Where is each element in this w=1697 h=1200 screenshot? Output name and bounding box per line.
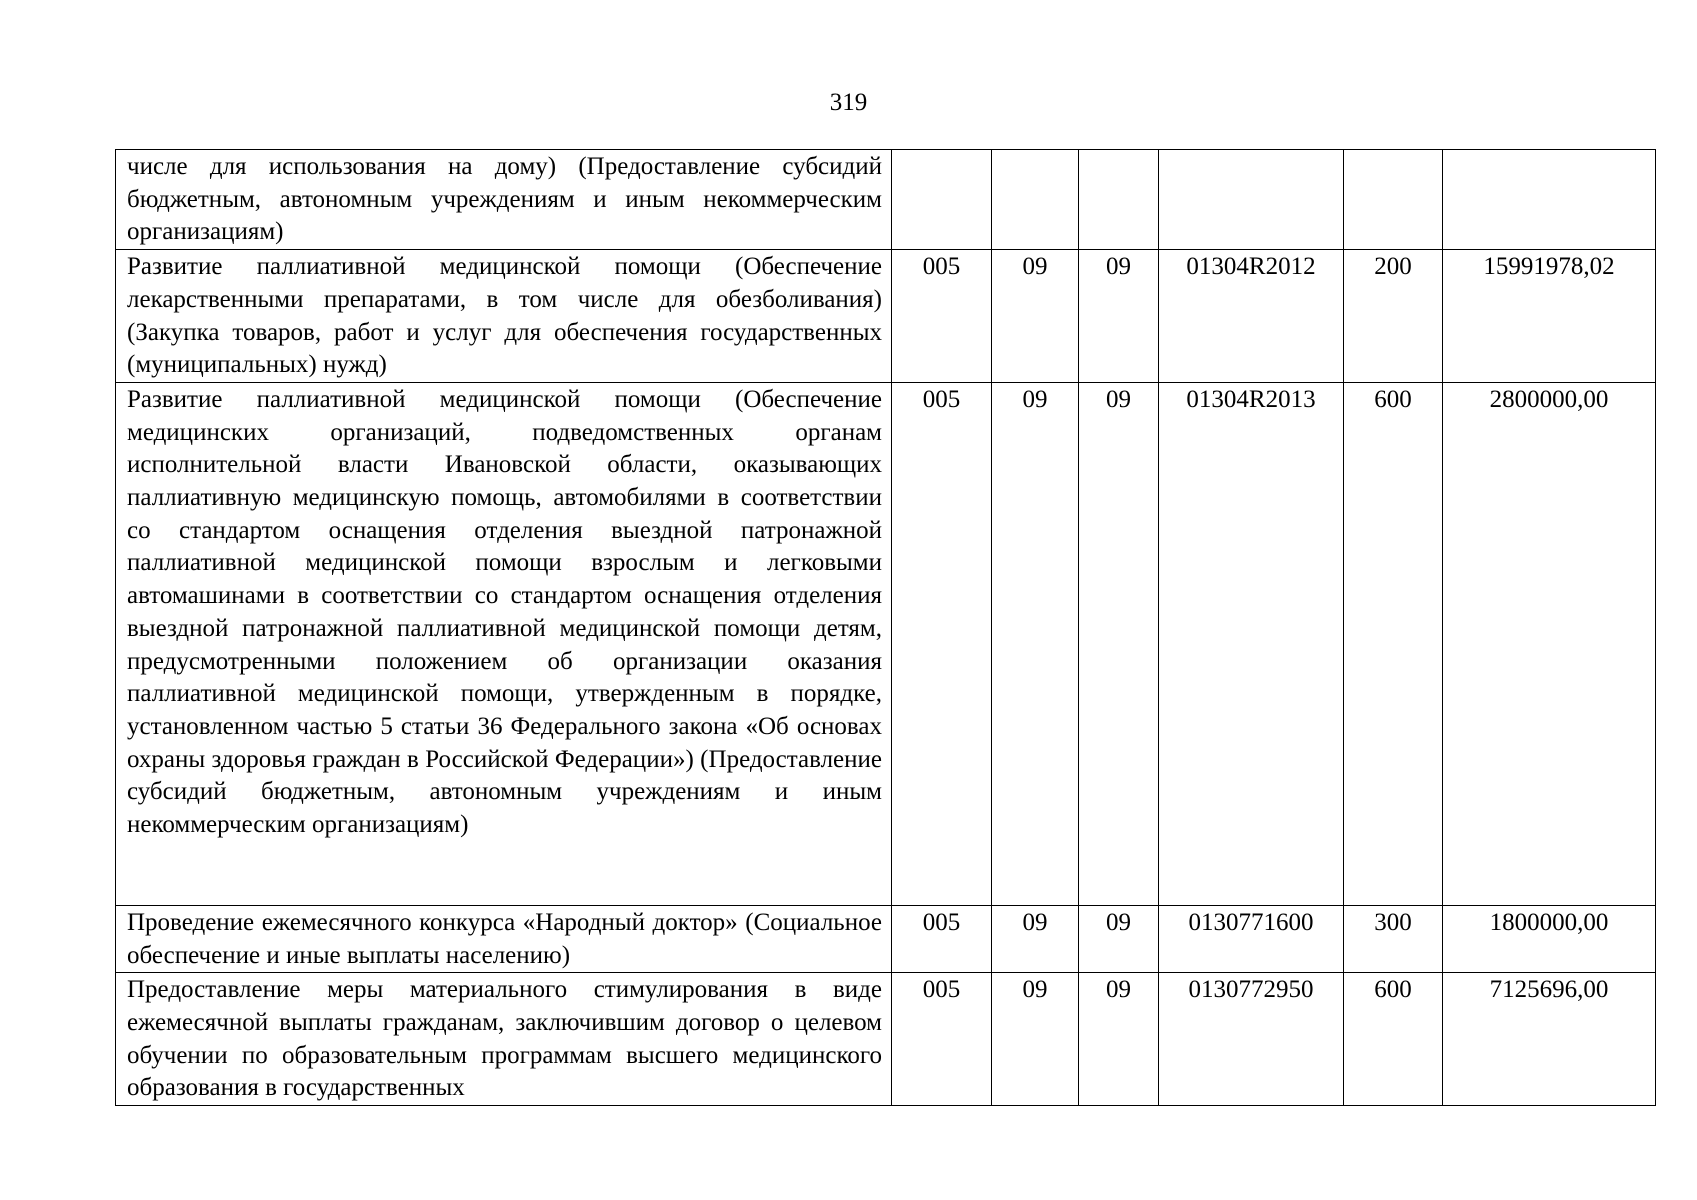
expense-type-code: 200 xyxy=(1344,250,1443,383)
row-description: числе для использования на дому) (Предоставление субсидий бюджетным, автономным учреждениям и иным некоммерческим организациям) xyxy=(116,150,892,250)
amount: 1800000,00 xyxy=(1443,905,1656,972)
subsection-code: 09 xyxy=(1079,250,1159,383)
section-code: 09 xyxy=(992,905,1079,972)
grbs-code: 005 xyxy=(892,905,992,972)
table-row xyxy=(116,905,1656,972)
target-article-code: 01304R2012 xyxy=(1159,250,1344,383)
expense-type-code: 300 xyxy=(1344,905,1443,972)
amount: 15991978,02 xyxy=(1443,250,1656,383)
table-row xyxy=(116,250,1656,383)
grbs-code: 005 xyxy=(892,973,992,1106)
subsection-code xyxy=(1079,150,1159,250)
subsection-code: 09 xyxy=(1079,382,1159,905)
table-row xyxy=(116,973,1656,1106)
subsection-code: 09 xyxy=(1079,973,1159,1106)
page-number: 319 xyxy=(829,89,868,116)
target-article-code: 0130772950 xyxy=(1159,973,1344,1106)
grbs-code: 005 xyxy=(892,250,992,383)
subsection-code: 09 xyxy=(1079,905,1159,972)
row-description: Развитие паллиативной медицинской помощи (Обеспечение лекарственными препаратами, в том числе для обезболивания) (Закупка товаров, работ и услуг для обеспечения государственных (муниципальных) нужд) xyxy=(116,250,892,383)
expense-type-code: 600 xyxy=(1344,973,1443,1106)
table-row xyxy=(116,382,1656,905)
expense-type-code: 600 xyxy=(1344,382,1443,905)
section-code: 09 xyxy=(992,382,1079,905)
section-code: 09 xyxy=(992,973,1079,1106)
target-article-code: 01304R2013 xyxy=(1159,382,1344,905)
section-code xyxy=(992,150,1079,250)
amount: 2800000,00 xyxy=(1443,382,1656,905)
target-article-code xyxy=(1159,150,1344,250)
grbs-code: 005 xyxy=(892,382,992,905)
amount xyxy=(1443,150,1656,250)
row-description: Проведение ежемесячного конкурса «Народный доктор» (Социальное обеспечение и иные выплаты населению) xyxy=(116,905,892,972)
table-row xyxy=(116,150,1656,250)
expense-type-code xyxy=(1344,150,1443,250)
amount: 7125696,00 xyxy=(1443,973,1656,1106)
target-article-code: 0130771600 xyxy=(1159,905,1344,972)
row-description: Предоставление меры материального стимулирования в виде ежемесячной выплаты гражданам, заключившим договор о целевом обучении по образовательным программам высшего медицинского образования в государственных xyxy=(116,973,892,1106)
section-code: 09 xyxy=(992,250,1079,383)
row-description: Развитие паллиативной медицинской помощи (Обеспечение медицинских организаций, подведомственных органам исполнительной власти Ивановской области, оказывающих паллиативную медицинскую помощь, автомобилями в соответствии со стандартом оснащения отделения выездной патронажной паллиативной медицинской помощи взрослым и легковыми автомашинами в соответствии со стандартом оснащения отделения выездной патронажной паллиативной медицинской помощи детям, предусмотренными положением об организации оказания паллиативной медицинской помощи, утвержденным в порядке, установленном частью 5 статьи 36 Федерального закона «Об основах охраны здоровья граждан в Российской Федерации») (Предоставление субсидий бюджетным, автономным учреждениям и иным некоммерческим организациям) xyxy=(116,382,892,905)
budget-table xyxy=(115,149,1656,1106)
grbs-code xyxy=(892,150,992,250)
